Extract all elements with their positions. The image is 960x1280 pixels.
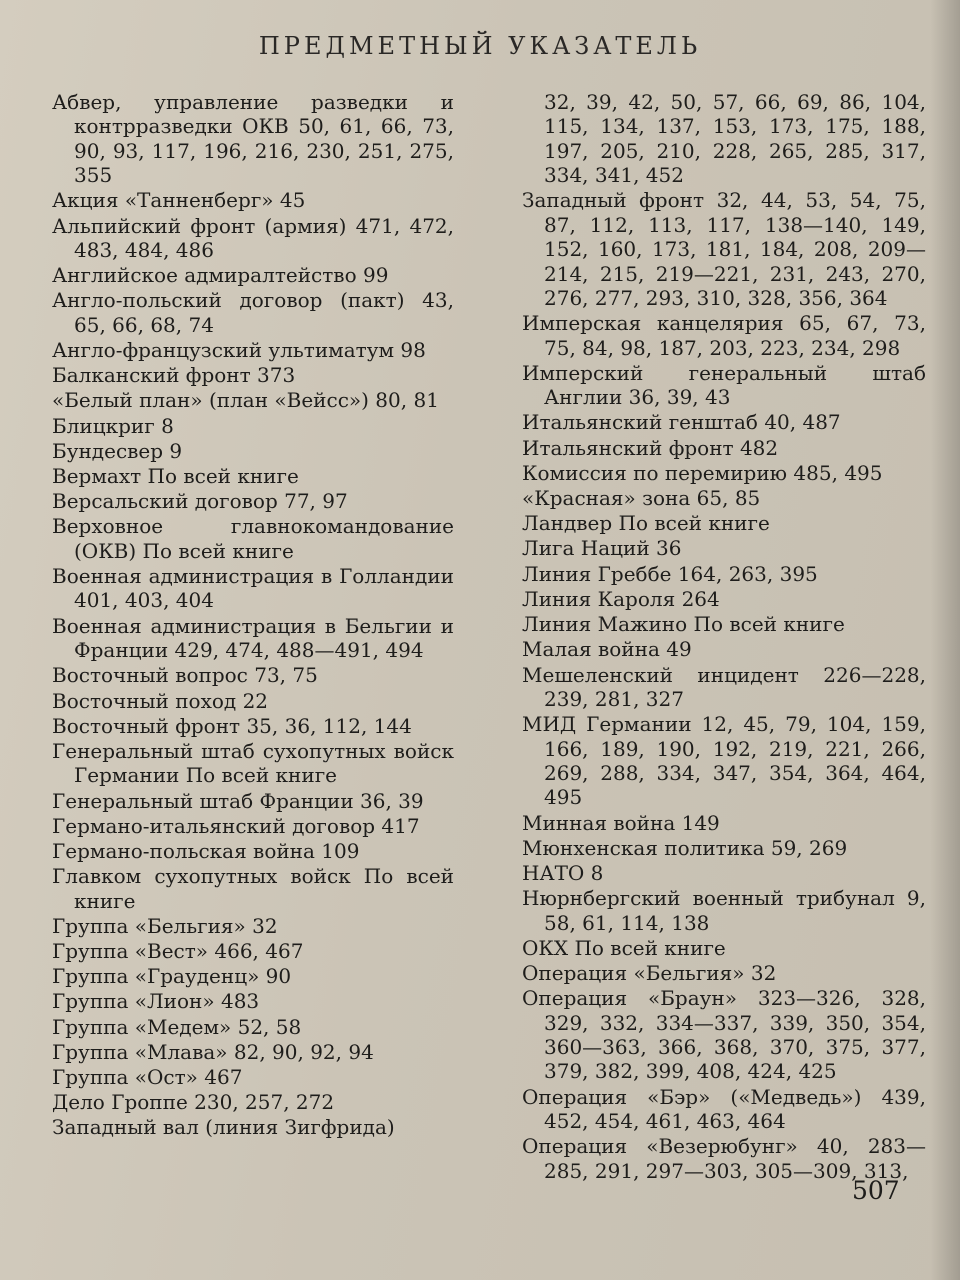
index-entry: Генеральный штаб сухопутных войск Германии По всей книге: [52, 738, 454, 788]
index-entry: Восточный вопрос 73, 75: [52, 663, 318, 688]
index-entry: Линия Кароля 264: [522, 586, 720, 611]
index-entry: Военная администрация в Голландии 401, 403, 404: [52, 564, 454, 613]
index-entry: Группа «Млава» 82, 90, 92, 94: [52, 1039, 374, 1064]
index-entry: Группа «Грауденц» 90: [52, 964, 292, 989]
index-entry: Альпийский фронт (армия) 471, 472, 483, 484, 486: [52, 213, 454, 263]
index-entry: ОКХ По всей книге: [522, 935, 726, 960]
index-entry: Германо-польская война 109: [52, 838, 360, 863]
index-entry: Ландвер По всей книге: [522, 511, 770, 536]
index-entry: Операция «Браун» 323—326, 328, 329, 332, 334—337, 339, 350, 354, 360—363, 366, 368, 370, 375, 377, 379, 382, 399, 408, 424, 425: [522, 986, 926, 1084]
index-entry: Комиссия по перемирию 485, 495: [522, 460, 883, 485]
index-entry: Операция «Бельгия» 32: [522, 960, 777, 985]
index-entry: Дело Гроппе 230, 257, 272: [52, 1090, 335, 1115]
index-entry: Версальский договор 77, 97: [52, 489, 348, 514]
page-edge-shadow: [930, 0, 960, 1280]
index-column-right: [522, 90, 926, 1184]
index-entry: Балканский фронт 373: [52, 363, 296, 388]
index-entry: Итальянский фронт 482: [522, 435, 779, 460]
index-entry: Блицкриг 8: [52, 413, 174, 438]
index-entry: НАТО 8: [522, 860, 604, 885]
page-number: 507: [852, 1176, 900, 1205]
index-entry: Вермахт По всей книге: [52, 464, 299, 489]
index-entry: «Красная» зона 65, 85: [522, 486, 761, 511]
index-entry: Группа «Медем» 52, 58: [52, 1014, 302, 1039]
index-entry: Имперский генеральный штаб Англии 36, 39, 43: [522, 360, 926, 410]
index-entry: Акция «Танненберг» 45: [52, 188, 306, 213]
index-entry: Нюрнбергский военный трибунал 9, 58, 61, 114, 138: [522, 886, 926, 935]
index-entry: «Белый план» (план «Вейсс») 80, 81: [52, 388, 439, 413]
index-entry: Линия Греббе 164, 263, 395: [522, 561, 818, 586]
index-entry: Военная администрация в Бельгии и Франции 429, 474, 488—491, 494: [52, 613, 454, 663]
index-entry: Англо-польский договор (пакт) 43, 65, 66, 68, 74: [52, 288, 454, 337]
index-entry: МИД Германии 12, 45, 79, 104, 159, 166, 189, 190, 192, 219, 221, 266, 269, 288, 334, 347, 354, 364, 464, 495: [522, 712, 926, 810]
index-entry: Главком сухопутных войск По всей книге: [52, 864, 454, 913]
index-entry: Операция «Везерюбунг» 40, 283—285, 291, 297—303, 305—309, 313,: [522, 1134, 926, 1183]
index-entry: Мешеленский инцидент 226—228, 239, 281, 327: [522, 662, 926, 711]
index-entry: Линия Мажино По всей книге: [522, 612, 845, 637]
index-entry: Восточный поход 22: [52, 688, 269, 713]
index-entry: Имперская канцелярия 65, 67, 73, 75, 84, 98, 187, 203, 223, 234, 298: [522, 311, 926, 360]
index-entry: Верховное главнокомандование (ОКВ) По всей книге: [52, 514, 454, 563]
index-entry: Группа «Лион» 483: [52, 989, 260, 1014]
index-entry: Операция «Бэр» («Медведь») 439, 452, 454, 461, 463, 464: [522, 1084, 926, 1133]
index-entry: Мюнхенская политика 59, 269: [522, 835, 848, 860]
index-entry: Западный вал (линия Зигфрида): [52, 1115, 395, 1140]
index-entry: Малая война 49: [522, 637, 692, 662]
index-entry: Итальянский генштаб 40, 487: [522, 410, 841, 435]
index-entry: Группа «Бельгия» 32: [52, 913, 278, 938]
index-entry: Минная война 149: [522, 810, 720, 835]
index-entry: Группа «Ост» 467: [52, 1064, 243, 1089]
running-head: ПРЕДМЕТНЫЙ УКАЗАТЕЛЬ: [258, 32, 702, 60]
index-entry: Абвер, управление разведки и контрразведки ОКВ 50, 61, 66, 73, 90, 93, 117, 196, 216, 230, 251, 275, 355: [52, 90, 454, 188]
index-entry: Германо-итальянский договор 417: [52, 813, 420, 838]
index-entry: Группа «Вест» 466, 467: [52, 938, 304, 963]
index-entry: Восточный фронт 35, 36, 112, 144: [52, 713, 412, 738]
index-entry: Английское адмиралтейство 99: [52, 263, 389, 288]
index-column-left: [52, 90, 454, 1141]
index-entry: Англо-французский ультиматум 98: [52, 338, 426, 363]
index-entry-continuation: 32, 39, 42, 50, 57, 66, 69, 86, 104, 115, 134, 137, 153, 173, 175, 188, 197, 205, 210, 228, 265, 285, 317, 334, 341, 452: [544, 90, 926, 188]
index-entry: Лига Наций 36: [522, 536, 682, 561]
index-entry: Генеральный штаб Франции 36, 39: [52, 788, 424, 813]
index-entry: Бундесвер 9: [52, 438, 183, 463]
index-entry: Западный фронт 32, 44, 53, 54, 75, 87, 112, 113, 117, 138—140, 149, 152, 160, 173, 181, 184, 208, 209—214, 215, 219—221, 231, 243, 270, 276, 277, 293, 310, 328, 356, 364: [522, 188, 926, 311]
